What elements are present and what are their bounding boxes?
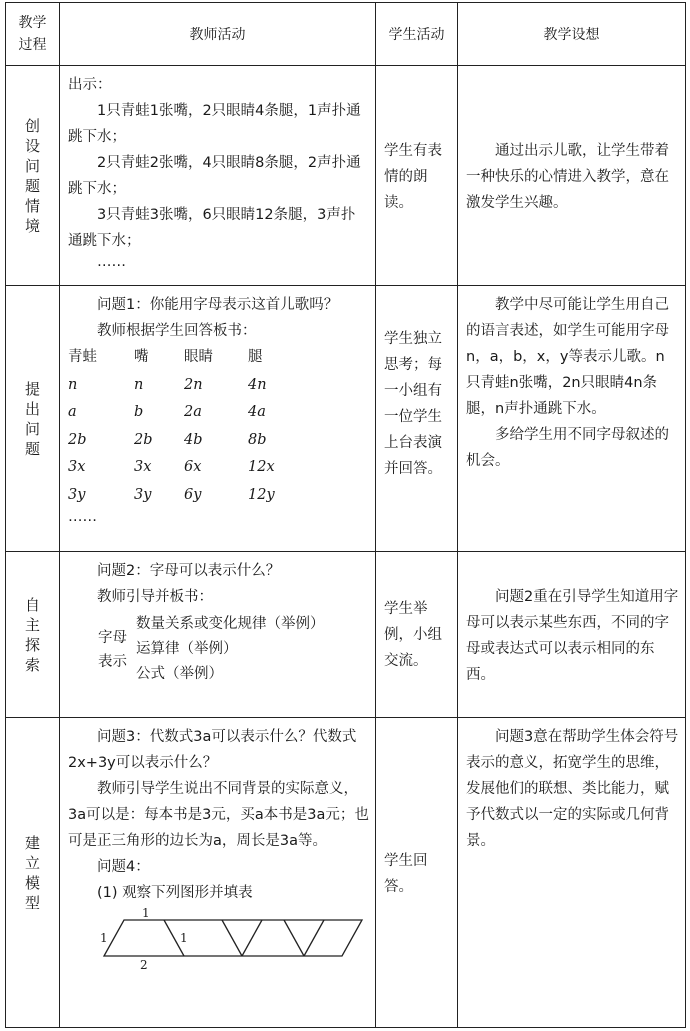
verse-line: 1只青蛙1张嘴，2只眼睛4条腿，1声扑通跳下水； <box>68 103 361 145</box>
table-cell: 4n <box>248 376 267 393</box>
design-intent: 问题2重在引导学生知道用字母可以表示某些东西，不同的字母或表达式可以表示相同的东西。 <box>458 552 686 718</box>
represents-list <box>136 612 325 687</box>
stage-label: 创设问题情境 <box>6 66 60 286</box>
ellipsis: …… <box>97 254 126 270</box>
design-intent: 通过出示儿歌，让学生带着一种快乐的心情进入教学，意在激发学生兴趣。 <box>458 66 686 286</box>
header-design: 教学设想 <box>458 3 686 66</box>
design-paragraph: 多给学生用不同字母叙述的机会。 <box>466 427 669 469</box>
row-create-situation <box>6 66 686 286</box>
letter-table <box>68 344 369 509</box>
letter-represents-block <box>98 612 369 687</box>
ellipsis: …… <box>68 509 97 525</box>
represents-item: 公式（举例） <box>136 666 223 682</box>
table-cell: 2n <box>184 376 203 393</box>
represents-item: 运算律（举例） <box>136 641 238 657</box>
divider-line <box>242 920 262 956</box>
intro-text: 出示： <box>68 77 112 93</box>
table-cell: 3y <box>134 486 152 503</box>
table-cell: a <box>68 404 77 420</box>
parallelogram-strip-outline <box>104 920 362 956</box>
student-activity: 学生回答。 <box>376 718 458 1028</box>
table-cell: 12y <box>248 486 275 503</box>
stage-label: 自主探索 <box>6 552 60 718</box>
side-label-inner: 1 <box>180 931 188 945</box>
col-header: 青蛙 <box>68 349 97 365</box>
stage-label: 建立模型 <box>6 718 60 1028</box>
col-header: 嘴 <box>134 349 149 365</box>
board-note: 教师引导并板书： <box>97 589 213 605</box>
header-student: 学生活动 <box>376 3 458 66</box>
design-intent: 问题3意在帮助学生体会符号表示的意义，拓宽学生的思维，发展他们的联想、类比能力，赋予代数式以一定的实际或几何背景。 <box>458 718 686 1028</box>
table-cell: 3x <box>68 459 86 475</box>
design-intent <box>458 286 686 552</box>
side-label-bottom: 2 <box>140 958 148 970</box>
table-cell: 8b <box>248 431 267 448</box>
row-pose-problem <box>6 286 686 552</box>
header-row <box>6 3 686 66</box>
row-build-model <box>6 718 686 1028</box>
student-activity: 学生举例，小组交流。 <box>376 552 458 718</box>
student-activity: 学生独立思考；每一小组有一位学生上台表演并回答。 <box>376 286 458 552</box>
board-note: 教师根据学生回答板书： <box>97 323 257 339</box>
student-activity: 学生有表情的朗读。 <box>376 66 458 286</box>
teacher-activity <box>60 718 376 1028</box>
table-cell: 4a <box>248 404 266 420</box>
table-cell: b <box>134 404 144 420</box>
divider-line <box>304 920 324 956</box>
explanation: 教师引导学生说出不同背景的实际意义，3a可以是：每本书是3元，买a本书是3a元；也可是正三角形的边长为a，周长是3a等。 <box>68 781 369 849</box>
table-cell: 4b <box>184 431 203 448</box>
lesson-plan-table <box>5 2 686 1028</box>
stage-label: 提出问题 <box>6 286 60 552</box>
col-header: 腿 <box>248 349 263 365</box>
table-cell: 6y <box>184 486 202 503</box>
side-label-left: 1 <box>100 931 108 945</box>
question-4-part-1: (1) 观察下列图形并填表 <box>97 885 253 901</box>
parallelogram-figure <box>84 908 364 970</box>
table-cell: 2b <box>68 431 87 448</box>
header-stage: 教学过程 <box>6 3 60 66</box>
teacher-activity <box>60 286 376 552</box>
side-label-top: 1 <box>142 908 150 920</box>
table-cell: 6x <box>184 459 202 475</box>
question-2: 问题2：字母可以表示什么？ <box>97 563 281 579</box>
header-teacher: 教师活动 <box>60 3 376 66</box>
verse-line: 3只青蛙3张嘴，6只眼睛12条腿，3声扑通跳下水； <box>68 207 356 249</box>
table-cell: 3y <box>68 486 86 503</box>
teacher-activity <box>60 552 376 718</box>
question-4: 问题4： <box>97 859 150 875</box>
design-paragraph: 教学中尽可能让学生用自己的语言表述，如学生可能用字母n，a，b，x，y等表示儿歌。n只青蛙n张嘴，2n只眼睛4n条腿，n声扑通跳下水。 <box>466 297 669 417</box>
table-cell: n <box>134 376 144 393</box>
teacher-activity <box>60 66 376 286</box>
table-cell: 12x <box>248 459 275 475</box>
verse-line: 2只青蛙2张嘴，4只眼睛8条腿，2声扑通跳下水； <box>68 155 361 197</box>
divider-line <box>222 920 242 956</box>
row-self-explore <box>6 552 686 718</box>
letter-represents-label: 字母表示 <box>98 629 127 670</box>
table-cell: 3x <box>134 459 152 475</box>
table-cell: 2b <box>134 431 153 448</box>
represents-item: 数量关系或变化规律（举例） <box>136 616 325 632</box>
question-1: 问题1：你能用字母表示这首儿歌吗？ <box>97 297 339 313</box>
question-3: 问题3：代数式3a可以表示什么？代数式2x+3y可以表示什么？ <box>68 729 357 771</box>
divider-line <box>284 920 304 956</box>
col-header: 眼睛 <box>184 349 213 365</box>
table-cell: 2a <box>184 404 202 420</box>
table-cell: n <box>68 376 78 393</box>
